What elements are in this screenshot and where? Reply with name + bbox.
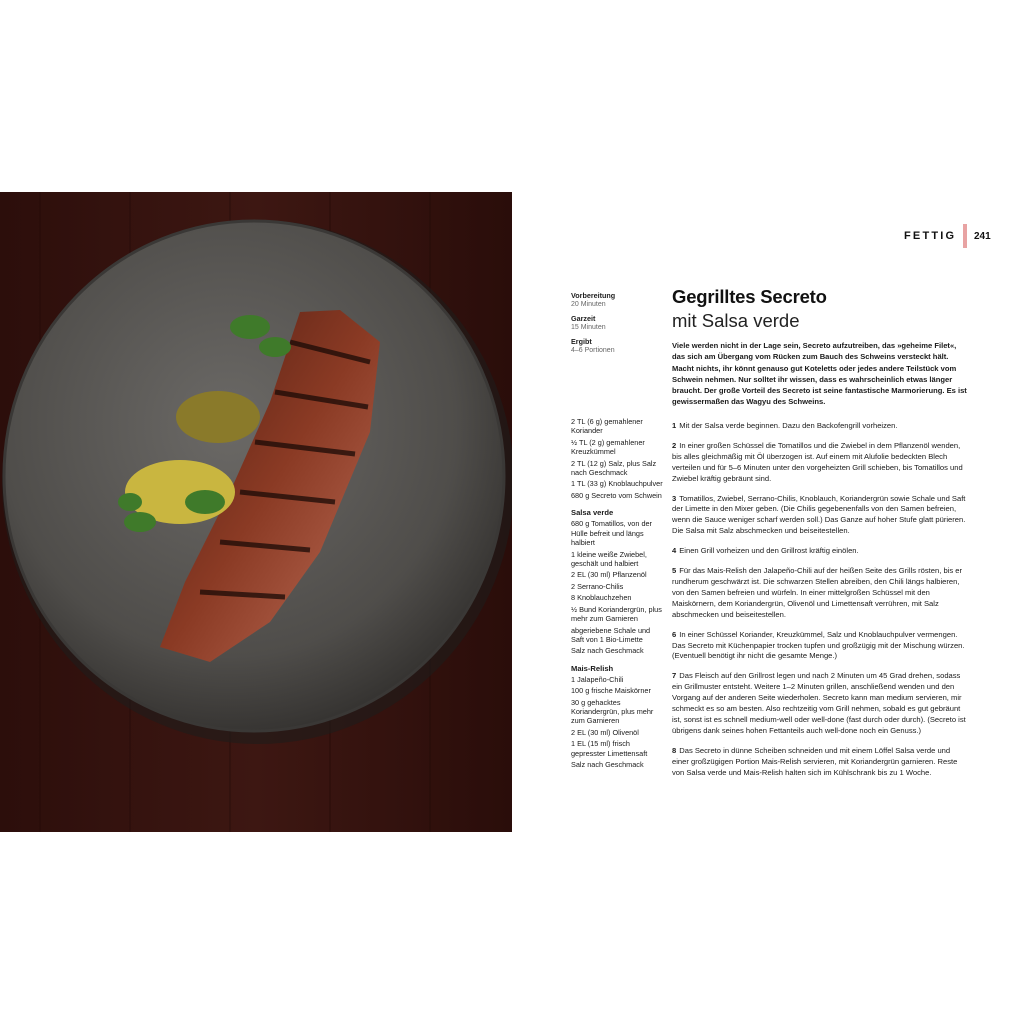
ingredient-item: 1 EL (15 ml) frisch gepresster Limettensaft	[571, 739, 648, 758]
recipe-subtitle: mit Salsa verde	[672, 310, 800, 331]
step-text: Das Fleisch auf den Grillrost legen und nach 2 Minuten um 45 Grad drehen, sodass ein Grillmuster entsteht. Weitere 1–2 Minuten grillen, anschließend wenden und den Vorgang auf der anderen Seite wiederholen. Secreto kann man medium servieren, mir schmeckt es so am besten. Also rechtzeitig vom Grill nehmen, sobald es gut gebräunt ist, sonst ist es schnell medium-well oder well-done (fast durch oder durch). (Secreto ist übrigens dank seines hohen Fettanteils auch well-done noch ein Genuss.)	[672, 671, 966, 735]
recipe-title: Gegrilltes Secreto	[672, 286, 827, 307]
recipe-photo	[0, 192, 512, 832]
ingredient-item: 100 g frische Maiskörner	[571, 686, 651, 696]
step-5	[672, 566, 968, 621]
ingredient-item: 2 Serrano-Chilis	[571, 581, 624, 591]
section-label: FETTIG	[904, 230, 957, 242]
step-text: In einer Schüssel Koriander, Kreuzkümmel, Salz und Knoblauchpulver vermengen. Das Secreto mit Küchenpapier trocken tupfen und großzügig mit der Mischung würzen. (Eventuell benötigt ihr nicht die gesamte Menge.)	[672, 629, 965, 661]
step-6	[672, 630, 968, 663]
step-number: 5	[672, 566, 677, 576]
ingredient-item: 2 TL (12 g) Salz, plus Salz nach Geschmack	[571, 458, 657, 477]
page-number: 241	[974, 231, 991, 242]
step-8	[672, 746, 968, 779]
ingredient-item: ½ TL (2 g) gemahlener Kreuzkümmel	[571, 437, 645, 457]
step-number: 7	[672, 671, 677, 681]
step-text: In einer großen Schüssel die Tomatillos und die Zwiebel in dem Pflanzenöl wenden, bis alles gleichmäßig mit Öl überzogen ist. Auf einem mit Alufolie bedeckten Blech verteilen und für 5–6 Minuten unter den vorgeheizten Grill schieben, bis Tomatillos und Zwiebel kräftig gebräunt sind.	[672, 440, 963, 483]
step-number: 4	[672, 546, 677, 556]
ingredient-item: 680 g Secreto vom Schwein	[571, 490, 662, 500]
meta-label-prep: Vorbereitung	[571, 291, 616, 300]
recipe-steps	[672, 421, 968, 787]
step-number: 2	[672, 440, 677, 450]
ingredient-item: 1 TL (33 g) Knoblauchpulver	[571, 479, 663, 489]
meta-value-cook: 15 Minuten	[571, 324, 606, 331]
ingredient-item: 2 TL (6 g) gemahlener Koriander	[571, 417, 643, 436]
step-text: Für das Mais-Relish den Jalapeño-Chili auf der heißen Seite des Grills rösten, bis er rundherum geschwärzt ist. Die schwarzen Stellen abreiben, den Chili längs halbieren, von den Samen befreien und würfeln. In einer mittelgroßen Schüssel mit den Maiskörnern, dem Koriandergrün, Olivenöl und Limettensaft verrühren, mit Salz abschmecken und beiseitestellen.	[672, 566, 963, 619]
step-number: 3	[672, 493, 677, 503]
ingredient-item: 1 Jalapeño-Chili	[571, 674, 624, 684]
ingredient-heading-relish: Mais-Relish	[571, 663, 614, 673]
step-7	[672, 671, 968, 736]
step-3	[672, 494, 968, 538]
meta-label-cook: Garzeit	[571, 314, 596, 323]
ingredient-item: 30 g gehacktes Koriandergrün, plus mehr zum Garnieren	[571, 697, 654, 726]
ingredient-item: 2 EL (30 ml) Olivenöl	[571, 727, 639, 737]
ingredient-item: Salz nach Geschmack	[571, 646, 644, 656]
step-number: 8	[672, 745, 677, 755]
step-4	[672, 546, 968, 557]
step-number: 6	[672, 629, 677, 639]
step-text: Das Secreto in dünne Scheiben schneiden und mit einem Löffel Salsa verde und einer großzügigen Portion Mais-Relish servieren, mit Koriandergrün garnieren. Reste von Salsa verde und Mais-Relish halten sich im Kühlschrank bis zu 1 Woche.	[672, 745, 958, 777]
section-divider-bar	[963, 224, 967, 248]
recipe-intro: Viele werden nicht in der Lage sein, Secreto aufzutreiben, das »geheime Filet«, das sich am Übergang vom Rücken zum Bauch des Schweins versteckt hält. Macht nichts, ihr könnt genauso gut Koteletts oder jedes andere Teilstück vom Schwein nehmen. Nur solltet ihr wissen, dass es wahrscheinlich etwas länger braucht. Der große Vorteil des Secreto ist seine fantastische Marmorierung. Es ist gewissermaßen das Wagyu des Schweins.	[672, 341, 967, 407]
step-text: Tomatillos, Zwiebel, Serrano-Chilis, Knoblauch, Koriandergrün sowie Schale und Saft der Limette in den Mixer geben. (Die Chilis gegebenenfalls von den Samen befreien, wenn die Sauce weniger scharf werden soll.) Das Ganze auf hoher Stufe glatt pürieren. Die Salsa mit Salz abschmecken und beiseitestellen.	[672, 493, 966, 536]
step-text: Einen Grill vorheizen und den Grillrost kräftig einölen.	[679, 546, 859, 556]
step-number: 1	[672, 421, 677, 430]
step-text: Mit der Salsa verde beginnen. Dazu den Backofengrill vorheizen.	[679, 421, 898, 430]
ingredient-item: abgeriebene Schale und Saft von 1 Bio-Limette	[571, 625, 651, 644]
ingredient-item: 8 Knoblauchzehen	[571, 593, 632, 603]
ingredients-list	[571, 417, 663, 772]
step-1	[672, 421, 968, 432]
recipe-meta	[571, 291, 666, 360]
ingredient-item: Salz nach Geschmack	[571, 760, 644, 770]
meta-value-prep: 20 Minuten	[571, 301, 606, 308]
ingredient-item: 680 g Tomatillos, von der Hülle befreit und längs halbiert	[571, 519, 652, 548]
ingredient-item: 1 kleine weiße Zwiebel, geschält und halbiert	[571, 549, 647, 568]
ingredient-item: ½ Bund Koriandergrün, plus mehr zum Garnieren	[571, 604, 662, 624]
meta-label-yield: Ergibt	[571, 337, 592, 346]
meta-value-yield: 4–6 Portionen	[571, 347, 615, 354]
ingredient-heading-salsa: Salsa verde	[571, 508, 614, 518]
step-2	[672, 441, 968, 485]
ingredient-item: 2 EL (30 ml) Pflanzenöl	[571, 570, 647, 580]
